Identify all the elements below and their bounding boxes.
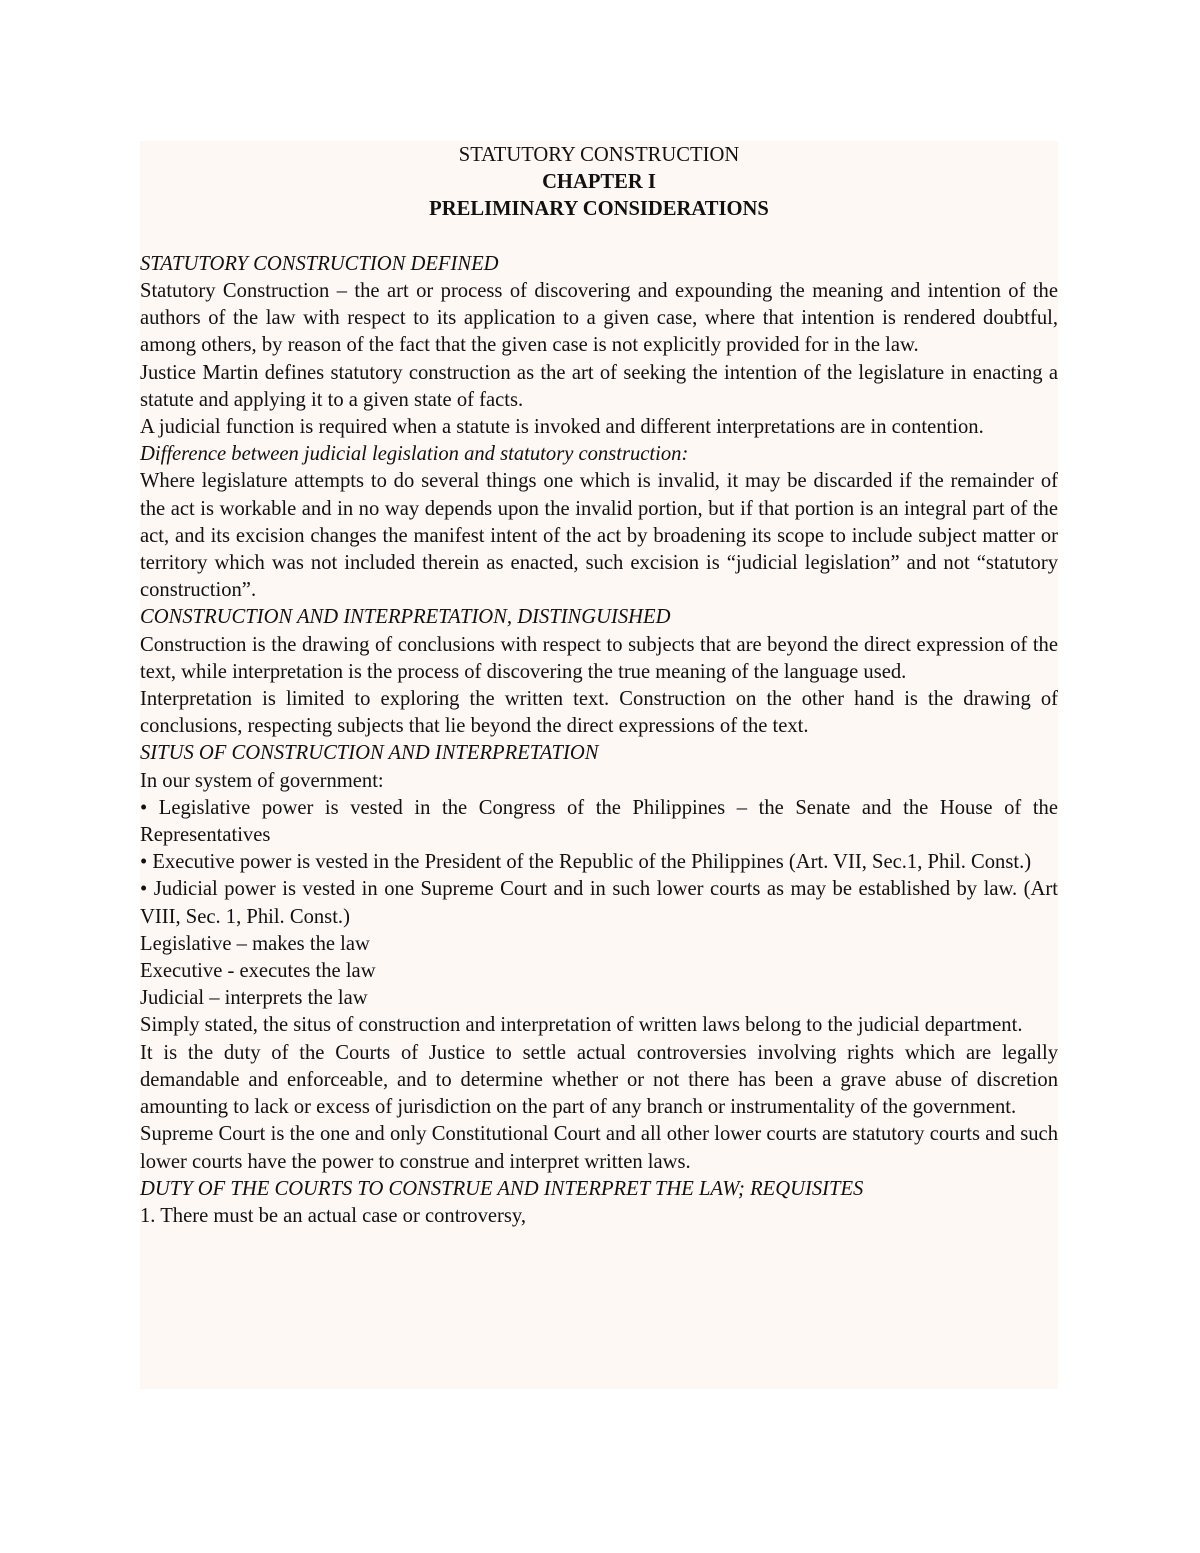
paragraph: • Judicial power is vested in one Supreme Court and in such lower courts as may be established by law. (Art VIII, Sec. 1, Phil. Const.) (140, 878, 1058, 928)
paragraph: • Executive power is vested in the President of the Republic of the Philippines (Art. VII, Sec.1, Phil. Const.) (140, 851, 1032, 874)
paragraph: Statutory Construction – the art or process of discovering and expounding the meaning and intention of the authors of the law with respect to its application to a given case, where that intention is rendered doubtful, among others, by reason of the fact that the given case is not explicitly provided for in the law. (140, 280, 1058, 357)
document-page (140, 141, 1058, 1389)
paragraph: Justice Martin defines statutory construction as the art of seeking the intention of the legislature in enacting a statute and applying it to a given state of facts. (140, 361, 1058, 411)
blank-line (140, 224, 1058, 251)
chapter-number: CHAPTER I (542, 171, 656, 194)
paragraph: Supreme Court is the one and only Constitutional Court and all other lower courts are statutory courts and such lower courts have the power to construe and interpret written laws. (140, 1123, 1058, 1173)
section-heading: SITUS OF CONSTRUCTION AND INTERPRETATION (140, 742, 599, 765)
text-line: 1. There must be an actual case or controversy, (140, 1204, 526, 1227)
paragraph: Where legislature attempts to do several things one which is invalid, it may be discarded if the remainder of the act is workable and in no way depends upon the invalid portion, but if that portion is an integral part of the act, and its excision changes the manifest intent of the act by broadening its scope to include subject matter or territory which was not included therein as enacted, such excision is “judicial legislation” and not “statutory construction”. (140, 470, 1058, 602)
section-heading: STATUTORY CONSTRUCTION DEFINED (140, 252, 499, 275)
paragraph: Interpretation is limited to exploring the written text. Construction on the other hand is the drawing of conclusions, respecting subjects that lie beyond the direct expressions of the text. (140, 688, 1058, 738)
document-body (140, 251, 1058, 1230)
paragraph: A judicial function is required when a statute is invoked and different interpretations are in contention. (140, 416, 984, 439)
paragraph: Simply stated, the situs of construction and interpretation of written laws belong to the judicial department. (140, 1014, 1023, 1037)
paragraph: It is the duty of the Courts of Justice to settle actual controversies involving rights which are legally demandable and enforceable, and to determine whether or not there has been a grave abuse of discretion amounting to lack or excess of jurisdiction on the part of any branch or instrumentality of the government. (140, 1041, 1058, 1119)
chapter-title: PRELIMINARY CONSIDERATIONS (429, 198, 769, 221)
paragraph: In our system of government: (140, 769, 384, 792)
document-title: STATUTORY CONSTRUCTION (458, 144, 740, 166)
paragraph: Construction is the drawing of conclusions with respect to subjects that are beyond the direct expression of the text, while interpretation is the process of discovering the true meaning of the language used. (140, 633, 1058, 683)
paragraph: • Legislative power is vested in the Congress of the Philippines – the Senate and the House of the Representatives (140, 796, 1058, 847)
text-line: Legislative – makes the law (140, 932, 370, 955)
section-heading: CONSTRUCTION AND INTERPRETATION, DISTINGUISHED (140, 606, 671, 629)
text-line: Judicial – interprets the law (140, 987, 368, 1010)
text-line: Executive - executes the law (140, 960, 376, 983)
section-heading: DUTY OF THE COURTS TO CONSTRUE AND INTERPRET THE LAW; REQUISITES (140, 1177, 864, 1200)
section-heading: Difference between judicial legislation and statutory construction: (140, 443, 689, 466)
